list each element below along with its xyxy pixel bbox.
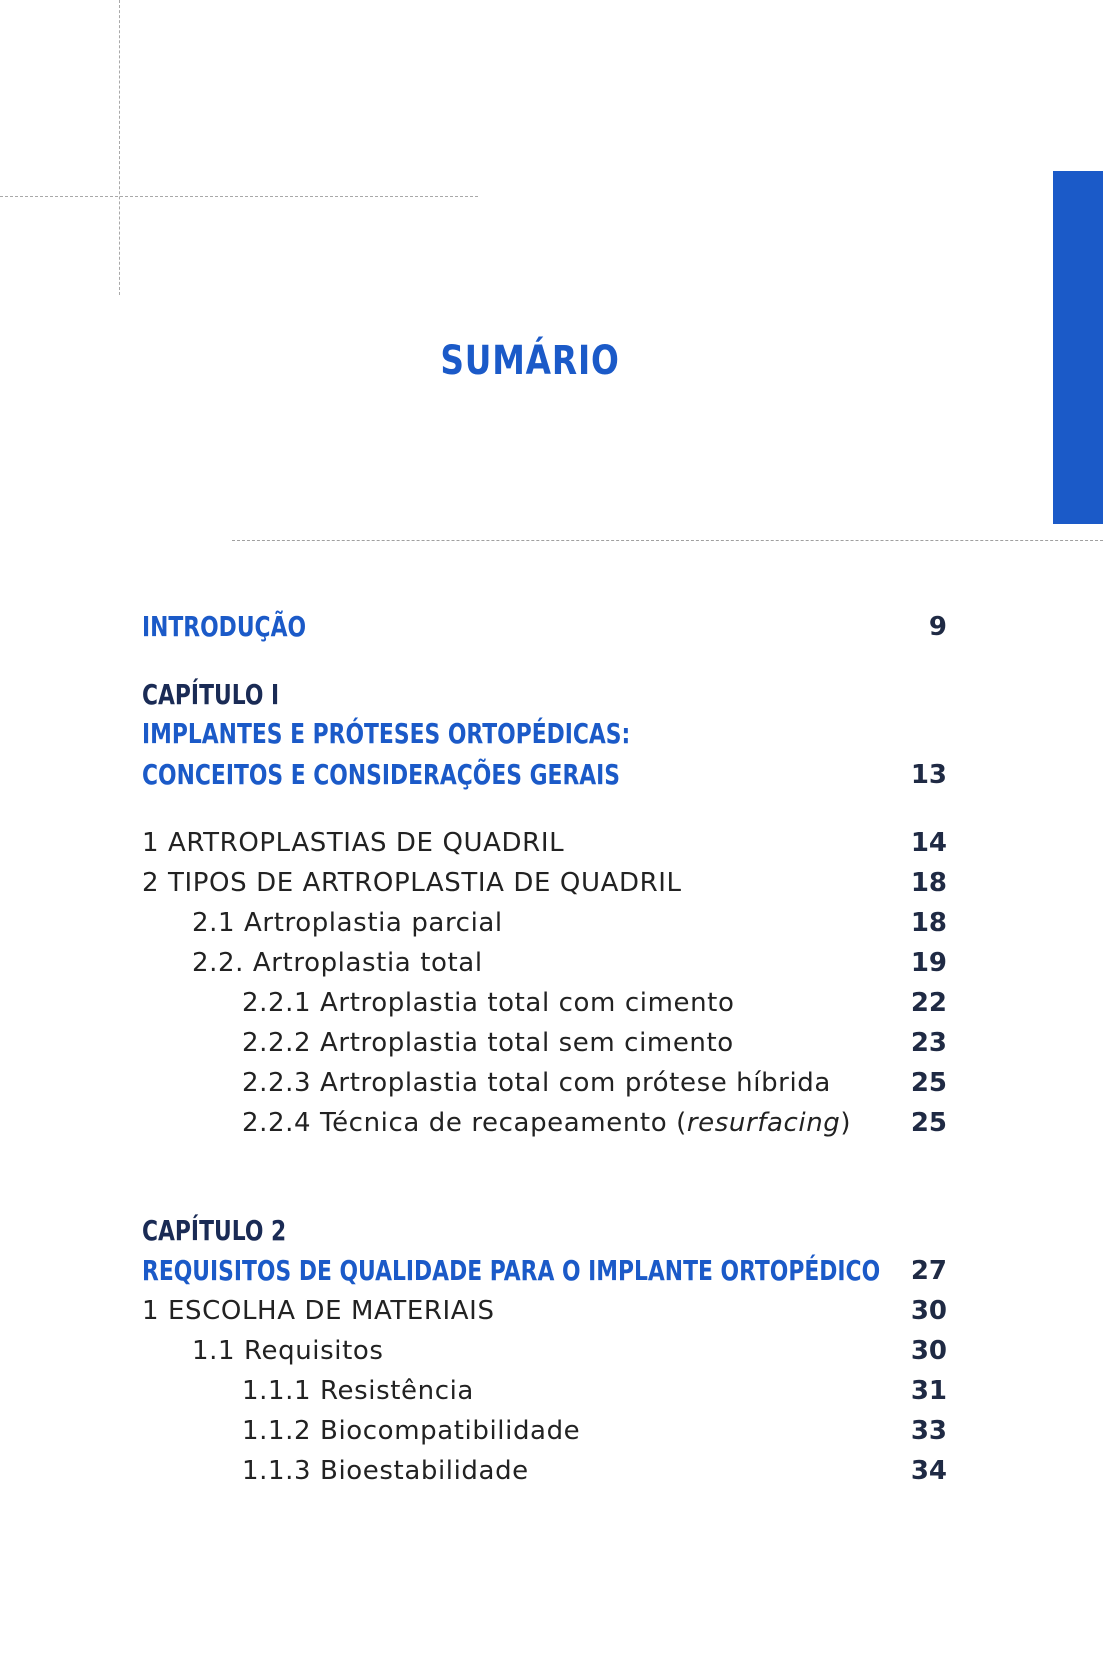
toc-page-number: 19 bbox=[910, 948, 947, 978]
toc-page-number: 34 bbox=[910, 1456, 947, 1486]
toc-page-number: 14 bbox=[910, 828, 947, 858]
toc-entry bbox=[142, 1103, 947, 1143]
toc-entry bbox=[142, 1063, 947, 1103]
dashed-separator bbox=[232, 540, 1103, 541]
toc-entry-label: 2.2.3 Artroplastia total com prótese híbrida bbox=[242, 1068, 831, 1098]
toc-entry bbox=[142, 1291, 947, 1331]
toc-page-number: 30 bbox=[910, 1336, 947, 1366]
toc-entry bbox=[142, 1451, 947, 1491]
toc-entry bbox=[142, 1411, 947, 1451]
toc-entry bbox=[142, 943, 947, 983]
crop-mark-horizontal bbox=[0, 196, 478, 197]
toc-page-number: 18 bbox=[910, 868, 947, 898]
toc-entry-label: 1.1.3 Bioestabilidade bbox=[242, 1456, 529, 1486]
toc-entry-label: CAPÍTULO I bbox=[142, 678, 280, 711]
toc-page-number: 13 bbox=[910, 760, 947, 790]
toc-page-number: 18 bbox=[910, 908, 947, 938]
toc-page-number: 27 bbox=[910, 1256, 947, 1286]
toc-entry bbox=[142, 863, 947, 903]
chapter-title-line bbox=[142, 755, 947, 795]
toc-entry-label: REQUISITOS DE QUALIDADE PARA O IMPLANTE ORTOPÉDICO bbox=[142, 1254, 881, 1287]
toc-entry-label: 1 ARTROPLASTIAS DE QUADRIL bbox=[142, 828, 565, 858]
toc-entry bbox=[142, 1331, 947, 1371]
toc-entry-label: CONCEITOS E CONSIDERAÇÕES GERAIS bbox=[142, 758, 621, 791]
toc-entry-label: 2.1 Artroplastia parcial bbox=[192, 908, 503, 938]
toc-entry-label: 1 ESCOLHA DE MATERIAIS bbox=[142, 1296, 495, 1326]
toc-page-number: 9 bbox=[928, 612, 947, 642]
toc-entry-label: CAPÍTULO 2 bbox=[142, 1214, 287, 1247]
toc-entry-label: 1.1 Requisitos bbox=[192, 1336, 384, 1366]
toc-page-number: 30 bbox=[910, 1296, 947, 1326]
toc-page-number: 22 bbox=[910, 988, 947, 1018]
chapter-title-line bbox=[142, 1251, 947, 1291]
toc-page-number: 23 bbox=[910, 1028, 947, 1058]
toc-entry-introducao bbox=[142, 607, 947, 647]
toc-entry-label: INTRODUÇÃO bbox=[142, 610, 307, 643]
toc-entry-label: 1.1.2 Biocompatibilidade bbox=[242, 1416, 581, 1446]
toc-entry bbox=[142, 1371, 947, 1411]
toc-page-number: 25 bbox=[910, 1108, 947, 1138]
toc-page-number: 31 bbox=[910, 1376, 947, 1406]
chapter-label bbox=[142, 1211, 947, 1251]
toc-entry-label: 2 TIPOS DE ARTROPLASTIA DE QUADRIL bbox=[142, 868, 682, 898]
page-title: SUMÁRIO bbox=[440, 338, 620, 384]
toc-entry-label: 1.1.1 Resistência bbox=[242, 1376, 474, 1406]
toc-entry-label: 2.2.2 Artroplastia total sem cimento bbox=[242, 1028, 734, 1058]
chapter-label bbox=[142, 675, 947, 715]
toc-entry bbox=[142, 983, 947, 1023]
toc-entry bbox=[142, 903, 947, 943]
chapter-title-line bbox=[142, 714, 947, 754]
toc-entry bbox=[142, 1023, 947, 1063]
crop-mark-vertical bbox=[119, 0, 120, 295]
toc-page-number: 25 bbox=[910, 1068, 947, 1098]
side-tab-marker bbox=[1053, 171, 1103, 524]
toc-entry bbox=[142, 823, 947, 863]
toc-entry-label: 2.2.4 Técnica de recapeamento (resurfacing) bbox=[242, 1108, 852, 1138]
toc-entry-label: 2.2. Artroplastia total bbox=[192, 948, 483, 978]
toc-page-number: 33 bbox=[910, 1416, 947, 1446]
toc-entry-label: 2.2.1 Artroplastia total com cimento bbox=[242, 988, 735, 1018]
toc-entry-label: IMPLANTES E PRÓTESES ORTOPÉDICAS: bbox=[142, 717, 631, 750]
